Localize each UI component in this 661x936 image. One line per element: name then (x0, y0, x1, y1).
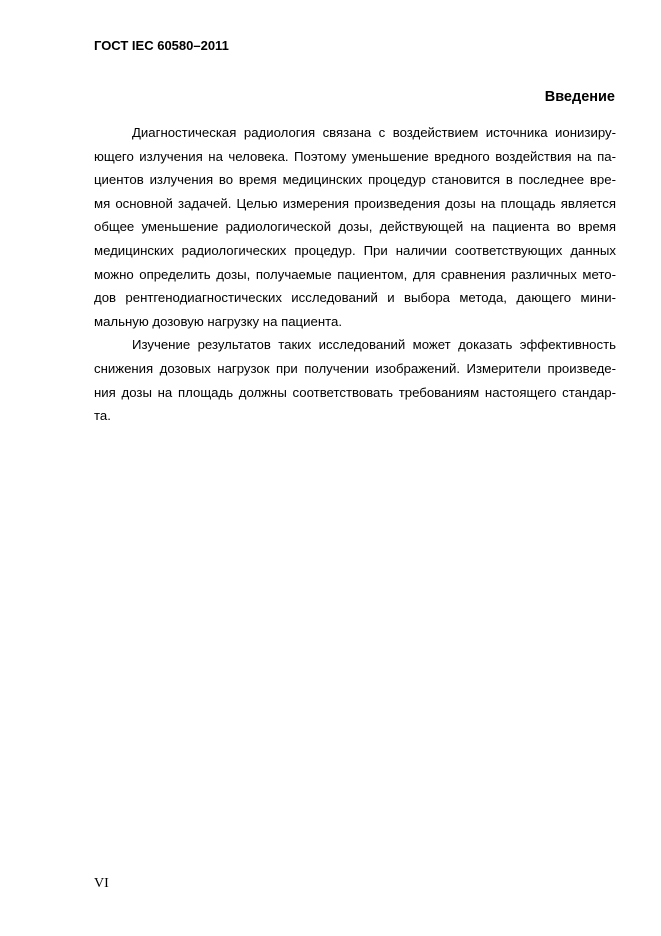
text-line: та. (94, 408, 111, 424)
section-title: Введение (544, 89, 615, 105)
text-line: Диагностическая радиология связана с воздействием источника ионизиру- (132, 125, 616, 140)
paragraph-2 (94, 333, 616, 427)
text-line: мя основной задачей. Целью измерения произведения дозы на площадь является (94, 195, 616, 211)
text-line: медицинских радиологических процедур. При наличии соответствующих данных (94, 242, 616, 258)
text-line: циентов излучения во время медицинских процедур становится в последнее вре- (94, 172, 616, 188)
section-title-wrapper (94, 89, 615, 105)
text-line: ния дозы на площадь должны соответствовать требованиям настоящего стандар- (94, 384, 616, 400)
text-line: можно определить дозы, получаемые пациентом, для сравнения различных мето- (94, 266, 616, 282)
page-number: VI (94, 876, 109, 891)
text-line: общее уменьшение радиологической дозы, действующей на пациента во время (94, 219, 616, 235)
text-line: мальную дозовую нагрузку на пациента. (94, 313, 342, 329)
paragraph-1 (94, 121, 616, 333)
text-line: ющего излучения на человека. Поэтому уменьшение вредного воздействия на па- (94, 148, 616, 164)
document-header-standard-code: ГОСТ IEC 60580–2011 (94, 38, 229, 53)
text-line: снижения дозовых нагрузок при получении изображений. Измерители произведе- (94, 360, 616, 376)
text-line: дов рентгенодиагностических исследований и выбора метода, дающего мини- (94, 290, 616, 306)
document-body (94, 121, 616, 428)
text-line: Изучение результатов таких исследований может доказать эффективность (132, 337, 616, 353)
